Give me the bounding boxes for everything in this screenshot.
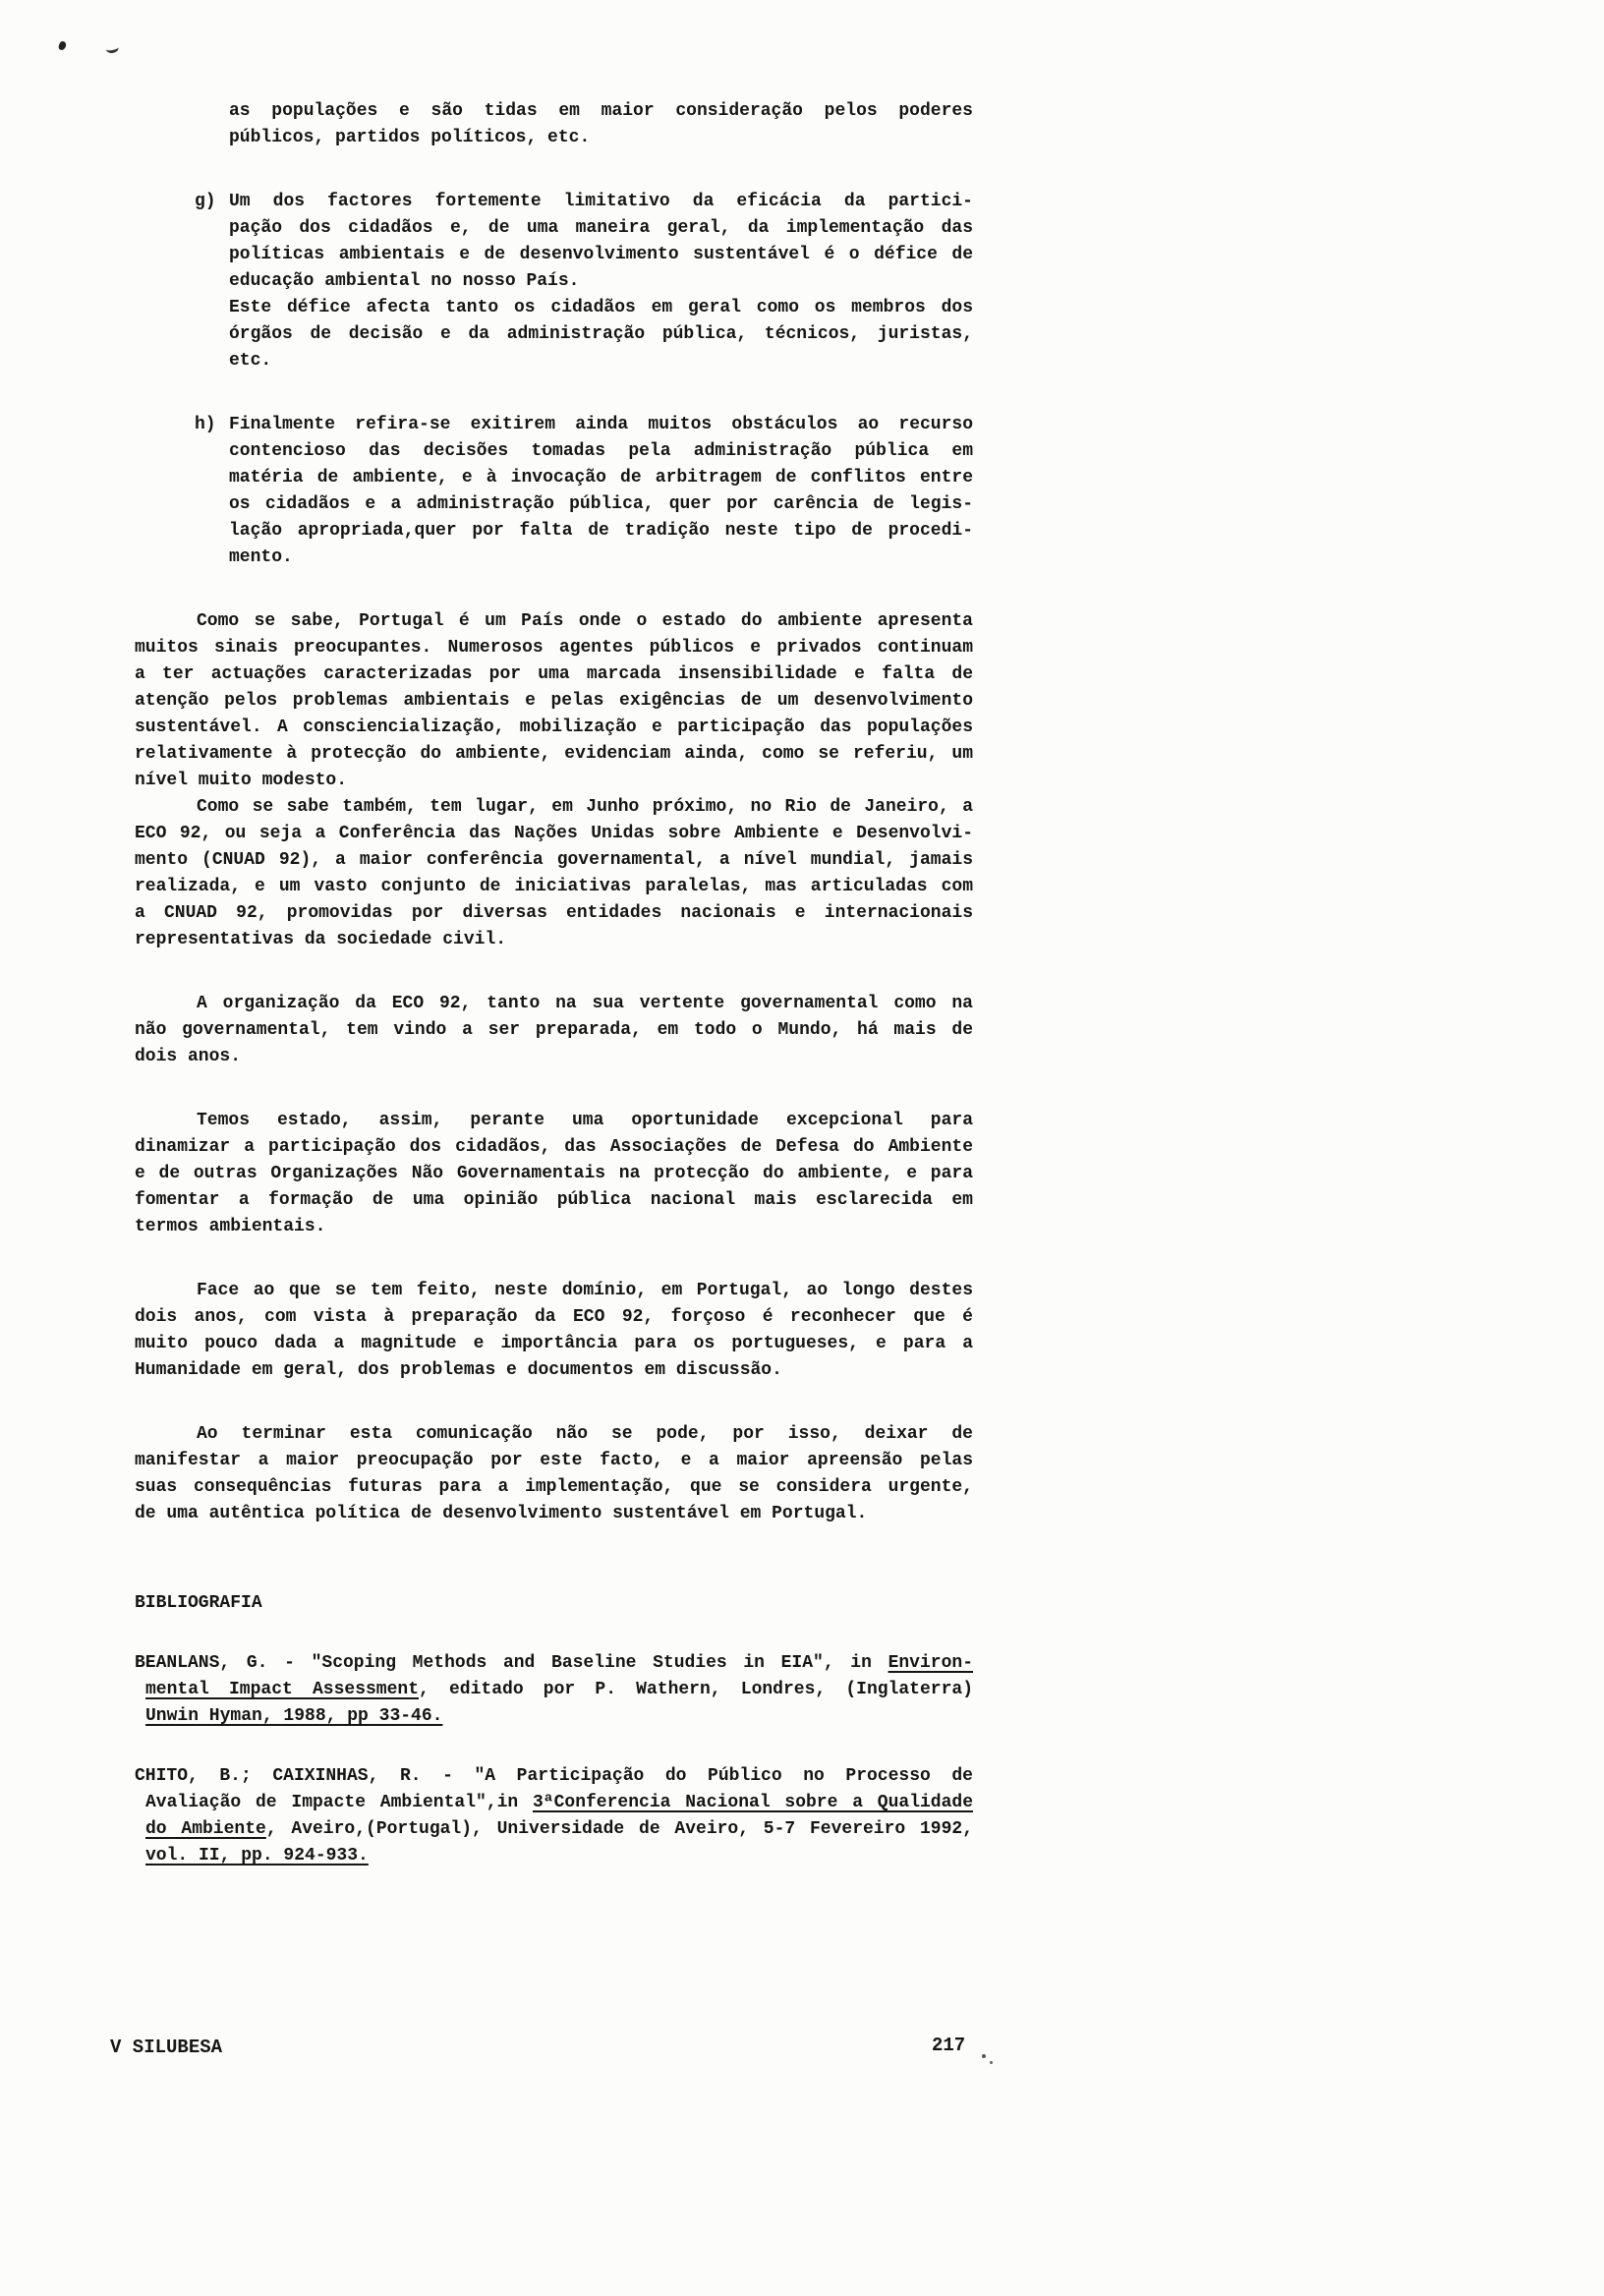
text-segment: Face ao que se tem feito, neste domínio, em Portugal, ao longo destes bbox=[197, 1281, 973, 1300]
text-line bbox=[229, 125, 973, 151]
paragraph bbox=[135, 1108, 973, 1240]
text-line bbox=[135, 1017, 973, 1044]
text-line bbox=[229, 242, 973, 268]
text-line bbox=[135, 1501, 973, 1527]
text-line bbox=[135, 1214, 973, 1240]
text-line bbox=[135, 1703, 973, 1730]
text-line bbox=[135, 1278, 973, 1304]
text-line bbox=[229, 465, 973, 491]
footer-volume-label: V SILUBESA bbox=[110, 2037, 223, 2058]
underlined-text: 3ªConferencia Nacional sobre a Qualidade bbox=[533, 1793, 973, 1812]
text-segment: realizada, e um vasto conjunto de iniciativas paralelas, mas articuladas com bbox=[135, 877, 973, 896]
page-number: 217 bbox=[932, 2035, 966, 2056]
text-line bbox=[135, 715, 973, 741]
text-segment: fomentar a formação de uma opinião pública nacional mais esclarecida em bbox=[135, 1190, 973, 1210]
underlined-text: Unwin Hyman, 1988, pp 33-46. bbox=[145, 1706, 443, 1726]
text-segment: a ter actuações caracterizadas por uma marcada insensibilidade e falta de bbox=[135, 664, 973, 684]
text-line bbox=[229, 189, 973, 215]
text-segment: Humanidade em geral, dos problemas e documentos em discussão. bbox=[135, 1360, 782, 1380]
text-segment: políticas ambientais e de desenvolvimento sustentável é o défice de bbox=[229, 245, 973, 264]
list-item-label: h) bbox=[195, 415, 216, 434]
text-segment: dois anos. bbox=[135, 1047, 242, 1066]
bibliography-entry bbox=[135, 1763, 973, 1869]
text-segment: dois anos, com vista à preparação da ECO 92, forçoso é reconhecer que é bbox=[135, 1307, 973, 1327]
text-segment: relativamente à protecção do ambiente, evidenciam ainda, como se referiu, um bbox=[135, 744, 973, 764]
bibliography-entry bbox=[135, 1650, 973, 1730]
text-segment: muitos sinais preocupantes. Numerosos agentes públicos e privados continuam bbox=[135, 638, 973, 658]
text-segment: termos ambientais. bbox=[135, 1217, 326, 1236]
text-line bbox=[135, 688, 973, 715]
text-segment: ECO 92, ou seja a Conferência das Nações Unidas sobre Ambiente e Desenvolvi- bbox=[135, 824, 973, 843]
text-line bbox=[135, 661, 973, 688]
body-paragraphs bbox=[135, 608, 973, 1527]
text-line bbox=[229, 438, 973, 465]
list-item-text bbox=[229, 189, 973, 374]
text-segment: não governamental, tem vindo a ser preparada, em todo o Mundo, há mais de bbox=[135, 1020, 973, 1040]
text-segment: Ao terminar esta comunicação não se pode, por isso, deixar de bbox=[197, 1424, 973, 1444]
text-line bbox=[135, 1044, 973, 1070]
bibliography-heading: BIBLIOGRAFIA bbox=[135, 1593, 262, 1613]
intro-continuation bbox=[229, 98, 973, 151]
text-line bbox=[229, 321, 973, 348]
text-line bbox=[135, 608, 973, 635]
text-segment: órgãos de decisão e da administração pública, técnicos, juristas, bbox=[229, 324, 973, 344]
text-line bbox=[135, 1650, 973, 1677]
text-line bbox=[135, 1304, 973, 1331]
text-segment: públicos, partidos políticos, etc. bbox=[229, 128, 591, 147]
text-line bbox=[135, 821, 973, 847]
text-line bbox=[135, 741, 973, 768]
text-segment: os cidadãos e a administração pública, quer por carência de legis- bbox=[229, 494, 973, 514]
text-segment: pação dos cidadãos e, de uma maneira geral, da implementação das bbox=[229, 218, 973, 238]
text-segment: e de outras Organizações Não Governamentais na protecção do ambiente, e para bbox=[135, 1164, 973, 1183]
underlined-text: vol. II, pp. 924-933. bbox=[145, 1846, 369, 1866]
text-segment: Como se sabe também, tem lugar, em Junho próximo, no Rio de Janeiro, a bbox=[197, 797, 973, 817]
list-item-label: g) bbox=[195, 192, 216, 211]
text-segment: dinamizar a participação dos cidadãos, das Associações de Defesa do Ambiente bbox=[135, 1137, 973, 1157]
text-line bbox=[135, 1448, 973, 1474]
list-items bbox=[135, 189, 973, 571]
bibliography-entries bbox=[135, 1650, 973, 1869]
text-line bbox=[135, 927, 973, 953]
text-line bbox=[229, 348, 973, 374]
text-segment: , editado por P. Wathern, Londres, (Inglaterra) bbox=[419, 1680, 973, 1699]
text-line bbox=[135, 1790, 973, 1816]
text-line bbox=[135, 1134, 973, 1161]
text-line bbox=[135, 794, 973, 821]
text-segment: BEANLANS, G. - "Scoping Methods and Baseline Studies in EIA", in bbox=[135, 1653, 888, 1673]
text-line bbox=[229, 412, 973, 438]
document-body bbox=[135, 98, 973, 1869]
text-line bbox=[229, 518, 973, 545]
text-segment: Um dos factores fortemente limitativo da eficácia da partici- bbox=[229, 192, 973, 211]
text-line bbox=[135, 874, 973, 900]
text-line bbox=[135, 1677, 973, 1703]
paragraph bbox=[135, 1278, 973, 1384]
text-line bbox=[135, 1763, 973, 1790]
text-segment: manifestar a maior preocupação por este facto, e a maior apreensão pelas bbox=[135, 1451, 973, 1470]
text-segment: Como se sabe, Portugal é um País onde o estado do ambiente apresenta bbox=[197, 611, 973, 631]
scan-artifact bbox=[982, 2054, 986, 2058]
text-segment: educação ambiental no nosso País. bbox=[229, 271, 580, 291]
text-segment: , Aveiro,(Portugal), Universidade de Aveiro, 5-7 Fevereiro 1992, bbox=[265, 1819, 974, 1839]
scan-artifact bbox=[990, 2061, 993, 2064]
text-segment: representativas da sociedade civil. bbox=[135, 930, 507, 949]
text-segment: sustentável. A consciencialização, mobilização e participação das populações bbox=[135, 718, 973, 737]
text-segment: Finalmente refira-se exitirem ainda muitos obstáculos ao recurso bbox=[229, 415, 973, 434]
text-line bbox=[135, 1816, 973, 1843]
text-segment: matéria de ambiente, e à invocação de arbitragem de conflitos entre bbox=[229, 468, 973, 488]
text-segment: Este défice afecta tanto os cidadãos em geral como os membros dos bbox=[229, 298, 973, 317]
text-line bbox=[135, 1161, 973, 1187]
list-item bbox=[135, 189, 973, 374]
text-segment: a CNUAD 92, promovidas por diversas entidades nacionais e internacionais bbox=[135, 903, 973, 923]
text-line bbox=[229, 491, 973, 518]
text-line bbox=[135, 1187, 973, 1214]
text-line bbox=[135, 991, 973, 1017]
text-segment: atenção pelos problemas ambientais e pelas exigências de um desenvolvimento bbox=[135, 691, 973, 711]
text-segment: A organização da ECO 92, tanto na sua vertente governamental como na bbox=[197, 994, 973, 1013]
underlined-text: Environ- bbox=[888, 1653, 973, 1673]
text-segment: mento. bbox=[229, 547, 293, 567]
list-item-text bbox=[229, 412, 973, 571]
text-segment: nível muito modesto. bbox=[135, 771, 348, 790]
text-segment: lação apropriada,quer por falta de tradição neste tipo de procedi- bbox=[229, 521, 973, 541]
underlined-text: do Ambiente bbox=[145, 1819, 266, 1839]
text-line bbox=[135, 1843, 973, 1869]
text-segment: Avaliação de Impacte Ambiental",in bbox=[145, 1793, 533, 1812]
paragraph bbox=[135, 608, 973, 794]
text-line bbox=[229, 98, 973, 125]
text-line bbox=[135, 1421, 973, 1448]
text-segment: Temos estado, assim, perante uma oportunidade excepcional para bbox=[197, 1111, 973, 1130]
text-segment: mento (CNUAD 92), a maior conferência governamental, a nível mundial, jamais bbox=[135, 850, 973, 870]
text-line bbox=[229, 215, 973, 242]
text-line bbox=[135, 1357, 973, 1384]
text-line bbox=[135, 847, 973, 874]
paragraph bbox=[135, 991, 973, 1070]
text-line bbox=[135, 1108, 973, 1134]
text-segment: as populações e são tidas em maior consideração pelos poderes bbox=[229, 101, 973, 121]
text-line bbox=[229, 545, 973, 571]
text-segment: suas consequências futuras para a implementação, que se considera urgente, bbox=[135, 1477, 973, 1497]
text-line bbox=[135, 635, 973, 661]
text-segment: contencioso das decisões tomadas pela administração pública em bbox=[229, 441, 973, 461]
paragraph bbox=[135, 1421, 973, 1527]
text-line bbox=[135, 900, 973, 927]
list-item bbox=[135, 412, 973, 571]
text-segment: de uma autêntica política de desenvolvimento sustentável em Portugal. bbox=[135, 1504, 868, 1523]
text-line bbox=[229, 295, 973, 321]
text-segment: etc. bbox=[229, 351, 272, 371]
paragraph bbox=[135, 794, 973, 953]
text-line bbox=[229, 268, 973, 295]
text-segment: CHITO, B.; CAIXINHAS, R. - "A Participação do Público no Processo de bbox=[135, 1766, 973, 1786]
text-line bbox=[135, 768, 973, 794]
underlined-text: mental Impact Assessment bbox=[145, 1680, 420, 1699]
text-segment: muito pouco dada a magnitude e importância para os portugueses, e para a bbox=[135, 1334, 973, 1353]
scan-artifact bbox=[106, 46, 120, 54]
text-line bbox=[135, 1331, 973, 1357]
text-line bbox=[135, 1474, 973, 1501]
scan-artifact bbox=[58, 40, 67, 51]
